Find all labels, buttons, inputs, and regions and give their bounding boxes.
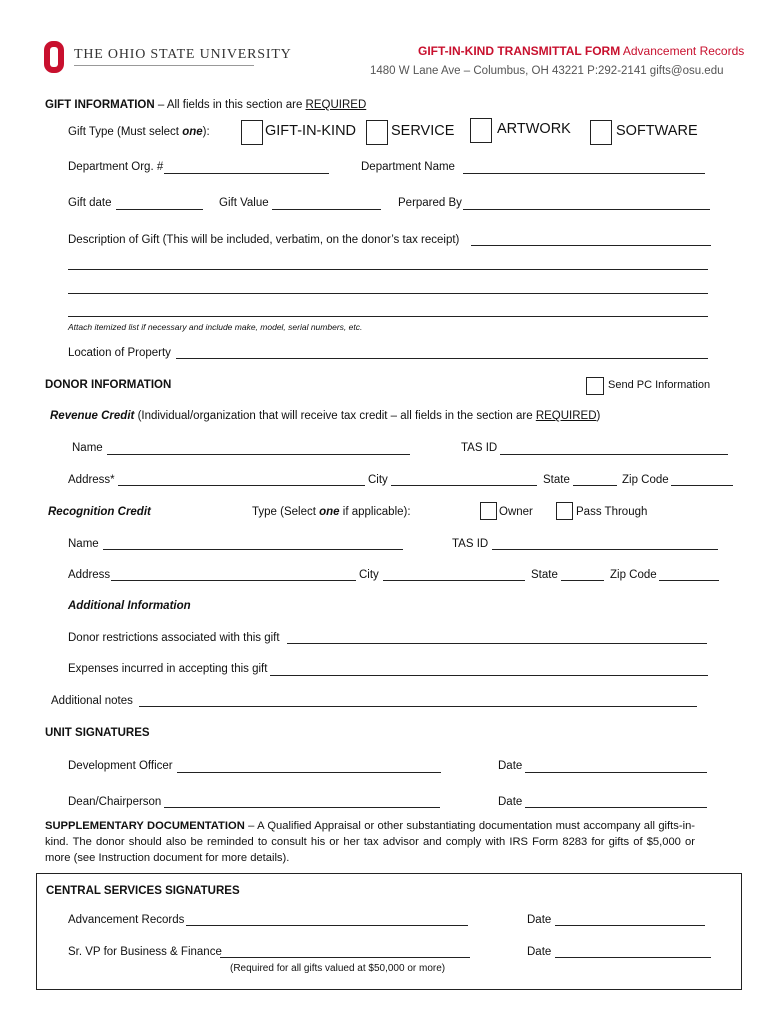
prepared-by-field[interactable] — [463, 209, 710, 210]
gift-date-label: Gift date — [68, 197, 112, 209]
revenue-credit-note: (Individual/organization that will receive tax credit – all fields in the section are — [137, 410, 533, 422]
artwork-label: ARTWORK — [497, 121, 571, 137]
dept-name-label: Department Name — [361, 161, 455, 173]
expenses-field[interactable] — [270, 675, 708, 676]
form-title-block — [418, 44, 744, 58]
revenue-address-field[interactable] — [118, 485, 365, 486]
adv-records-date-field[interactable] — [555, 925, 705, 926]
sr-vp-date-field[interactable] — [555, 957, 711, 958]
revenue-name-label: Name — [72, 442, 103, 454]
gift-type-one: one — [182, 126, 203, 138]
revenue-state-field[interactable] — [573, 485, 617, 486]
recognition-name-field[interactable] — [103, 549, 403, 550]
dev-officer-label: Development Officer — [68, 760, 173, 772]
dev-officer-date-label: Date — [498, 760, 523, 772]
revenue-state-label: State — [543, 474, 570, 486]
revenue-credit-heading: Revenue Credit — [50, 410, 135, 422]
recognition-state-field[interactable] — [561, 580, 604, 581]
software-label: SOFTWARE — [616, 123, 698, 139]
owner-checkbox[interactable] — [480, 502, 497, 520]
gift-in-kind-checkbox[interactable] — [241, 120, 263, 145]
recognition-tas-field[interactable] — [492, 549, 718, 550]
central-services-heading: CENTRAL SERVICES SIGNATURES — [46, 885, 240, 897]
gift-value-field[interactable] — [272, 209, 381, 210]
recognition-tas-label: TAS ID — [452, 538, 489, 550]
recognition-address-field[interactable] — [111, 580, 356, 581]
revenue-tas-label: TAS ID — [461, 442, 498, 454]
revenue-credit-row — [50, 410, 600, 422]
dean-signature-field[interactable] — [164, 807, 440, 808]
artwork-checkbox[interactable] — [470, 118, 492, 143]
gift-type-end: ): — [202, 126, 210, 138]
software-checkbox[interactable] — [590, 120, 612, 145]
description-field-1[interactable] — [471, 245, 711, 246]
dept-org-label: Department Org. # — [68, 161, 164, 173]
dept-name-field[interactable] — [463, 173, 705, 174]
expenses-label: Expenses incurred in accepting this gift — [68, 663, 268, 675]
revenue-close-paren: ) — [596, 410, 601, 422]
gift-info-heading-row — [45, 99, 366, 111]
attach-note: Attach itemized list if necessary and include make, model, serial numbers, etc. — [68, 322, 363, 332]
pass-through-label: Pass Through — [576, 506, 648, 518]
sr-vp-date-label: Date — [527, 946, 552, 958]
description-field-2[interactable] — [68, 269, 708, 270]
central-note: (Required for all gifts valued at $50,000 or more) — [230, 963, 446, 974]
revenue-required: REQUIRED — [535, 410, 597, 422]
revenue-zip-field[interactable] — [671, 485, 733, 486]
donor-info-heading: DONOR INFORMATION — [45, 379, 172, 391]
adv-records-date-label: Date — [527, 914, 552, 926]
recognition-name-label: Name — [68, 538, 99, 550]
service-checkbox[interactable] — [366, 120, 388, 145]
description-field-3[interactable] — [68, 293, 708, 294]
type-text: Type (Select — [252, 506, 316, 518]
restrictions-field[interactable] — [287, 643, 707, 644]
dept-org-field[interactable] — [164, 173, 329, 174]
form-title: GIFT-IN-KIND TRANSMITTAL FORM — [418, 44, 621, 58]
supplementary-text: – A Qualified Appraisal or other substantiating documentation must accompany all gifts-in-kind. The donor should also be reminded to consult his or her tax advisor and comply with IRS Form 8283 for gifts of $5,000 or more (see Instruction document for more details). — [45, 820, 696, 864]
gift-type-text: Gift Type (Must select — [68, 126, 179, 138]
dev-officer-signature-field[interactable] — [177, 772, 441, 773]
type-end: if applicable): — [342, 506, 411, 518]
adv-records-signature-field[interactable] — [186, 925, 468, 926]
gift-type-label — [68, 126, 210, 138]
location-label: Location of Property — [68, 347, 171, 359]
dean-label: Dean/Chairperson — [68, 796, 162, 808]
recognition-state-label: State — [531, 569, 558, 581]
form-dept: Advancement Records — [622, 44, 745, 58]
revenue-zip-label: Zip Code — [622, 474, 669, 486]
university-name: THE OHIO STATE UNIVERSITY — [74, 47, 292, 62]
revenue-address-label: Address* — [68, 474, 115, 486]
recognition-type-label — [252, 506, 411, 518]
prepared-by-label: Perpared By — [398, 197, 462, 209]
adv-records-label: Advancement Records — [68, 914, 185, 926]
location-field[interactable] — [176, 358, 708, 359]
supplementary-heading: SUPPLEMENTARY DOCUMENTATION — [45, 820, 245, 832]
service-label: SERVICE — [391, 123, 455, 139]
owner-label: Owner — [499, 506, 533, 518]
revenue-name-field[interactable] — [107, 454, 410, 455]
required-text: REQUIRED — [305, 99, 367, 111]
recognition-zip-label: Zip Code — [610, 569, 657, 581]
header-address: 1480 W Lane Ave – Columbus, OH 43221 P:292-2141 gifts@osu.edu — [370, 65, 724, 77]
supplementary-paragraph — [45, 818, 695, 866]
sr-vp-label: Sr. VP for Business & Finance — [68, 946, 222, 958]
type-one: one — [319, 506, 340, 518]
recognition-zip-field[interactable] — [659, 580, 719, 581]
recognition-city-label: City — [359, 569, 379, 581]
description-label: Description of Gift (This will be included, verbatim, on the donor’s tax receipt) — [68, 234, 460, 246]
dev-officer-date-field[interactable] — [525, 772, 707, 773]
sr-vp-signature-field[interactable] — [220, 957, 470, 958]
gift-in-kind-label: GIFT-IN-KIND — [265, 123, 357, 139]
dean-date-field[interactable] — [525, 807, 707, 808]
description-field-4[interactable] — [68, 316, 708, 317]
osu-block-o-logo — [44, 41, 64, 73]
revenue-city-label: City — [368, 474, 388, 486]
gift-info-heading: GIFT INFORMATION — [45, 99, 155, 111]
revenue-tas-field[interactable] — [500, 454, 728, 455]
gift-info-note: – All fields in this section are — [157, 99, 303, 111]
gift-date-field[interactable] — [116, 209, 203, 210]
send-pc-label: Send PC Information — [608, 379, 711, 391]
recognition-address-label: Address — [68, 569, 111, 581]
pass-through-checkbox[interactable] — [556, 502, 573, 520]
gift-value-label: Gift Value — [219, 197, 269, 209]
recognition-city-field[interactable] — [383, 580, 525, 581]
notes-label: Additional notes — [51, 695, 133, 707]
notes-field[interactable] — [139, 706, 697, 707]
dean-date-label: Date — [498, 796, 523, 808]
restrictions-label: Donor restrictions associated with this gift — [68, 632, 280, 644]
additional-info-heading: Additional Information — [68, 600, 191, 612]
revenue-city-field[interactable] — [391, 485, 537, 486]
recognition-credit-heading: Recognition Credit — [48, 506, 151, 518]
header-underline — [74, 65, 254, 66]
unit-signatures-heading: UNIT SIGNATURES — [45, 727, 150, 739]
send-pc-checkbox[interactable] — [586, 377, 604, 395]
